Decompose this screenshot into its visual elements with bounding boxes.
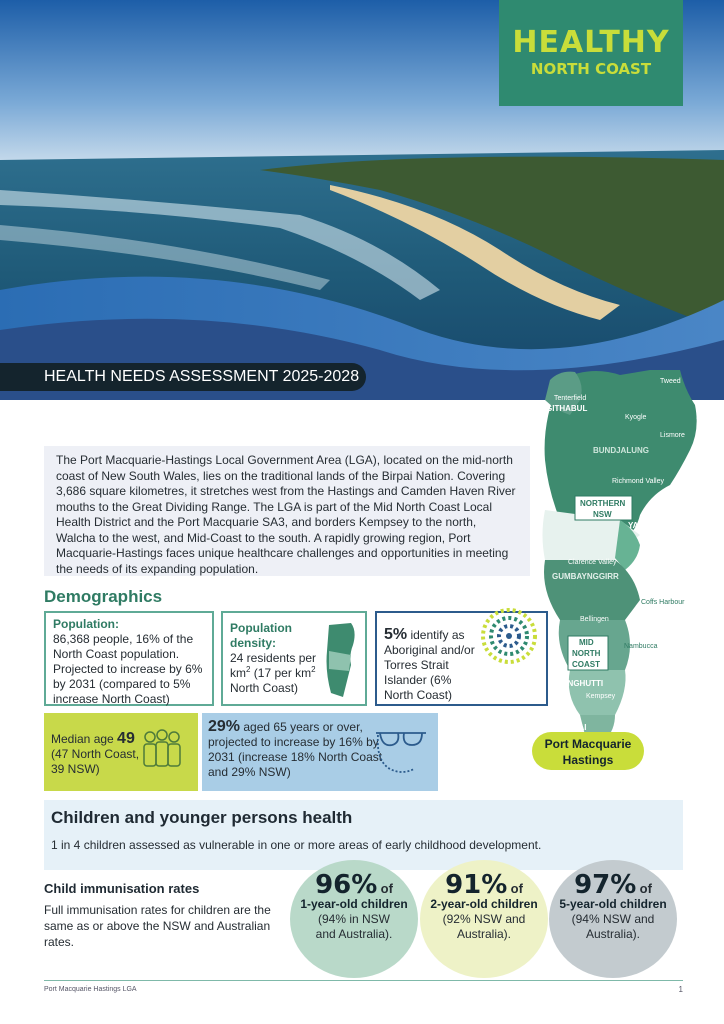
footer-label: Port Macquarie Hastings LGA bbox=[44, 986, 137, 993]
median-age-card bbox=[44, 713, 198, 791]
map-label-githabul: GITHABUL bbox=[546, 404, 588, 413]
map-label-clarence: Clarence Valley bbox=[568, 559, 617, 566]
map-label-lismore: Lismore bbox=[660, 432, 685, 439]
map-highlight-line1: Port Macquarie bbox=[544, 737, 632, 751]
density-card bbox=[221, 611, 367, 706]
population-card bbox=[44, 611, 214, 706]
aboriginal-value: 5% bbox=[384, 626, 408, 643]
map-label-north: NORTH bbox=[572, 649, 601, 658]
map-label-nambucca: Nambucca bbox=[624, 643, 658, 650]
page-number: 1 bbox=[678, 985, 683, 994]
map-label-dunghutti: DUNGHUTTI bbox=[556, 679, 604, 688]
map-label-bundjalung: BUNDJALUNG bbox=[593, 446, 649, 455]
page-title: Port Macquarie Hastings LGA bbox=[42, 396, 537, 431]
map-label-northern: NORTHERN bbox=[580, 499, 626, 508]
glasses-icon bbox=[372, 721, 430, 779]
map-highlight-line2: Hastings bbox=[562, 753, 614, 767]
map-label-nsw: NSW bbox=[593, 510, 612, 519]
assessment-banner: HEALTH NEEDS ASSESSMENT 2025-2028 bbox=[0, 363, 366, 391]
map-label-bellingen: Bellingen bbox=[580, 616, 609, 623]
immunisation-stat-2yr: 91% of 2-year-old children (92% NSW and Australia). bbox=[420, 860, 548, 978]
logo-line1: HEALTHY bbox=[512, 25, 670, 60]
dot-art-icon bbox=[480, 607, 538, 665]
median-age-text: (47 North Coast, 39 NSW) bbox=[51, 747, 140, 776]
aged-value: 29% bbox=[208, 718, 241, 735]
immunisation-stat-1yr: 96% of 1-year-old children (94% in NSW and Australia). bbox=[290, 860, 418, 978]
aged-text: aged 65 years or over, projected to increase by 16% by 2031 (increase 18% North Coast and 29% NSW) bbox=[208, 720, 383, 779]
map-label-coast: COAST bbox=[572, 660, 600, 669]
map-label-tweed: Tweed bbox=[660, 378, 681, 385]
density-text: 24 residents per $km^2$ (17 per $km^2$ North Coast) bbox=[230, 651, 317, 695]
map-label-byron: Byron bbox=[696, 414, 715, 421]
immunisation-heading: Child immunisation rates bbox=[44, 881, 200, 896]
children-heading: Children and younger persons health bbox=[51, 808, 353, 827]
median-age-value: 49 bbox=[117, 730, 135, 747]
map-label-tenterfield: Tenterfield bbox=[554, 395, 587, 402]
map-label-yaegl: YAEGL bbox=[628, 521, 655, 530]
population-label: Population: bbox=[53, 617, 119, 631]
logo-line2: NORTH COAST bbox=[530, 60, 652, 78]
healthy-north-coast-logo bbox=[499, 0, 683, 106]
demographics-heading: Demographics bbox=[44, 587, 163, 606]
aboriginal-card bbox=[375, 611, 548, 706]
footer-divider bbox=[44, 980, 683, 981]
people-icon bbox=[138, 727, 186, 777]
map-label-kempsey: Kempsey bbox=[586, 693, 616, 700]
map-label-ballina: Ballina bbox=[696, 437, 718, 444]
aboriginal-text: identify as Aboriginal and/or Torres Strait Islander (6% North Coast) bbox=[384, 628, 475, 702]
map-label-gumbaynggirr: GUMBAYNGGIRR bbox=[552, 572, 619, 581]
map-label-richmond: Richmond Valley bbox=[612, 478, 665, 485]
map-label-mid: MID bbox=[579, 638, 594, 647]
population-text: 86,368 people, 16% of the North Coast population. Projected to increase by 6% by 2031 (compared to 5% increase North Coast) bbox=[53, 632, 203, 706]
children-section bbox=[44, 800, 683, 870]
map-label-birpai: BIRPAI bbox=[560, 723, 587, 732]
map-label-kyogle: Kyogle bbox=[625, 414, 647, 421]
immunisation-stat-5yr: 97% of 5-year-old children (94% NSW and Australia). bbox=[549, 860, 677, 978]
intro-text: The Port Macquarie-Hastings Local Government Area (LGA), located on the mid-north coast of New South Wales, lies on the traditional lands of the Birpai Nation. Covering 3,686 square kilometres, it stretches west from the Hastings and Camden Haven River mouths to the Great Dividing Range. The LGA is part of the Mid North Coast Local Health District and the Port Macquarie SA3, and borders Kempsey to the north, Walcha to the west, and Mid-Coast to the south. A rapidly growing region, Port Macquarie-Hastings faces unique healthcare challenges and opportunities in meeting the needs of its expanding population. bbox=[44, 446, 530, 576]
map-label-coffs: Coffs Harbour bbox=[641, 599, 685, 606]
children-text: 1 in 4 children assessed as vulnerable in one or more areas of early childhood development. bbox=[51, 838, 542, 852]
median-age-prefix: Median age bbox=[51, 732, 118, 746]
map-thumbnail-icon bbox=[321, 621, 359, 701]
density-label: Population density: bbox=[230, 621, 292, 650]
aged-card bbox=[202, 713, 438, 791]
immunisation-text: Full immunisation rates for children are the same as or above the NSW and Australian rates. bbox=[44, 903, 271, 949]
